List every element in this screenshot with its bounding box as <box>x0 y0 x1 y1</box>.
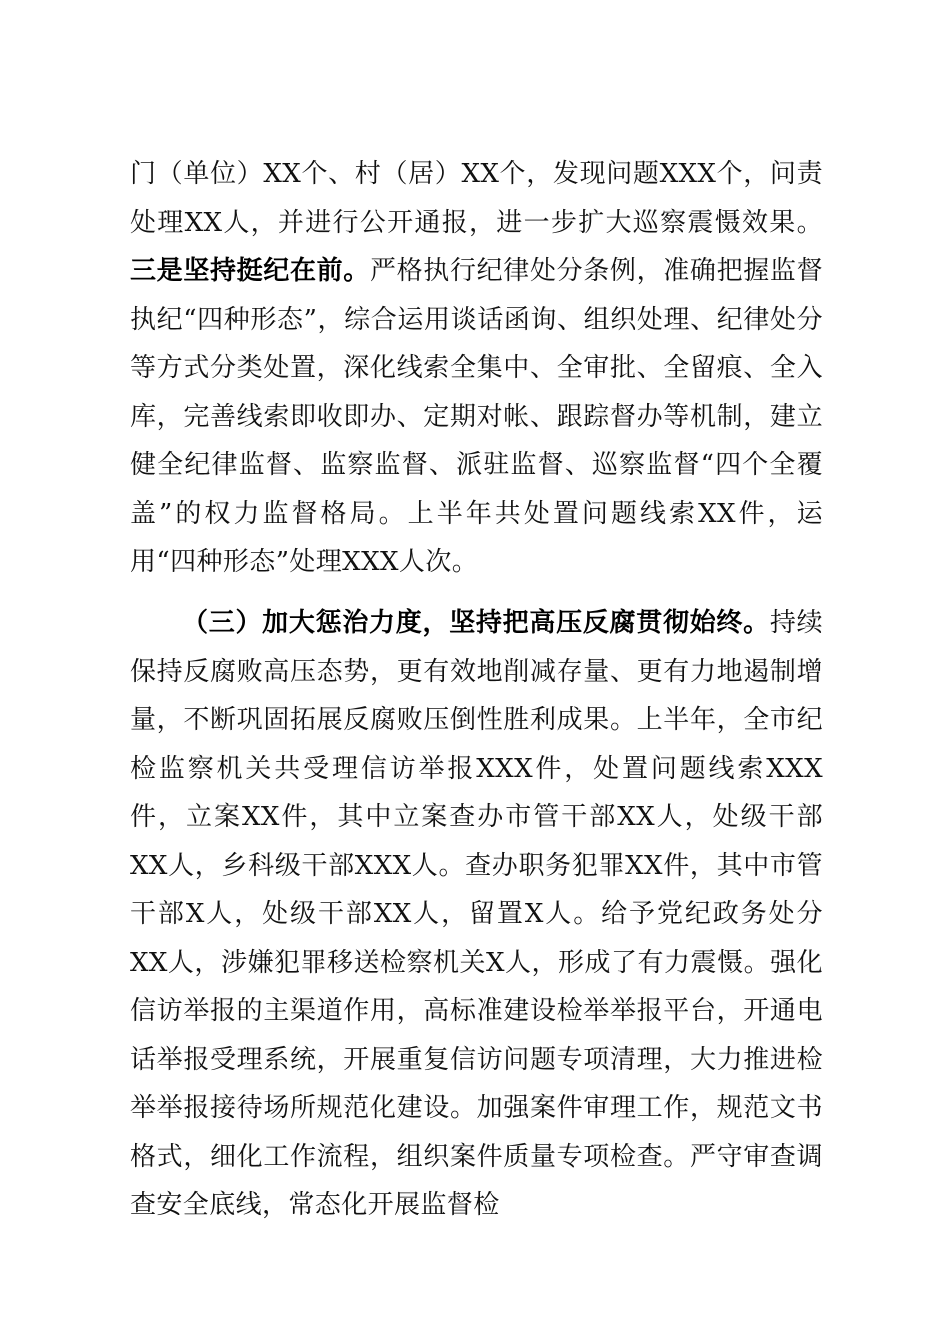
section-three-body: 持续保持反腐败高压态势，更有效地削减存量、更有力地遏制增量，不断巩固拓展反腐败压倒性胜利成果。上半年，全市纪检监察机关共受理信访举报XXX件，处置问题线索XXX件，立案XX件，其中立案查办市管干部XX人，处级干部XX人，乡科级干部XXX人。查办职务犯罪XX件，其中市管干部X人，处级干部XX人，留置X人。给予党纪政务处分XX人，涉嫌犯罪移送检察机关X人，形成了有力震慑。强化信访举报的主渠道作用，高标准建设检举举报平台，开通电话举报受理系统，开展重复信访问题专项清理，大力推进检举举报接待场所规范化建设。加强案件审理工作，规范文书格式，细化工作流程，组织案件质量专项检查。严守审查调查安全底线，常态化开展监督检 <box>130 608 823 1220</box>
paragraph-text-part-1: 门（单位）XX个、村（居）XX个，发现问题XXX个，问责处理XX人，并进行公开通报，进一步扩大巡察震慑效果。 <box>130 159 823 238</box>
section-three-paragraph <box>130 599 823 1230</box>
paragraph-text-part-2: 严格执行纪律处分条例，准确把握监督执纪“四种形态”，综合运用谈话函询、组织处理、纪律处分等方式分类处置，深化线索全集中、全审批、全留痕、全入库，完善线索即收即办、定期对帐、跟踪督办等机制，建立健全纪律监督、监察监督、派驻监督、巡察监督“四个全覆盖”的权力监督格局。上半年共处置问题线索XX件，运用“四种形态”处理XXX人次。 <box>130 256 823 577</box>
section-three-heading: （三）加大惩治力度，坚持把高压反腐贯彻始终。 <box>182 608 770 638</box>
continuation-paragraph <box>130 150 823 587</box>
bold-subheading-three: 三是坚持挺纪在前。 <box>130 256 370 286</box>
